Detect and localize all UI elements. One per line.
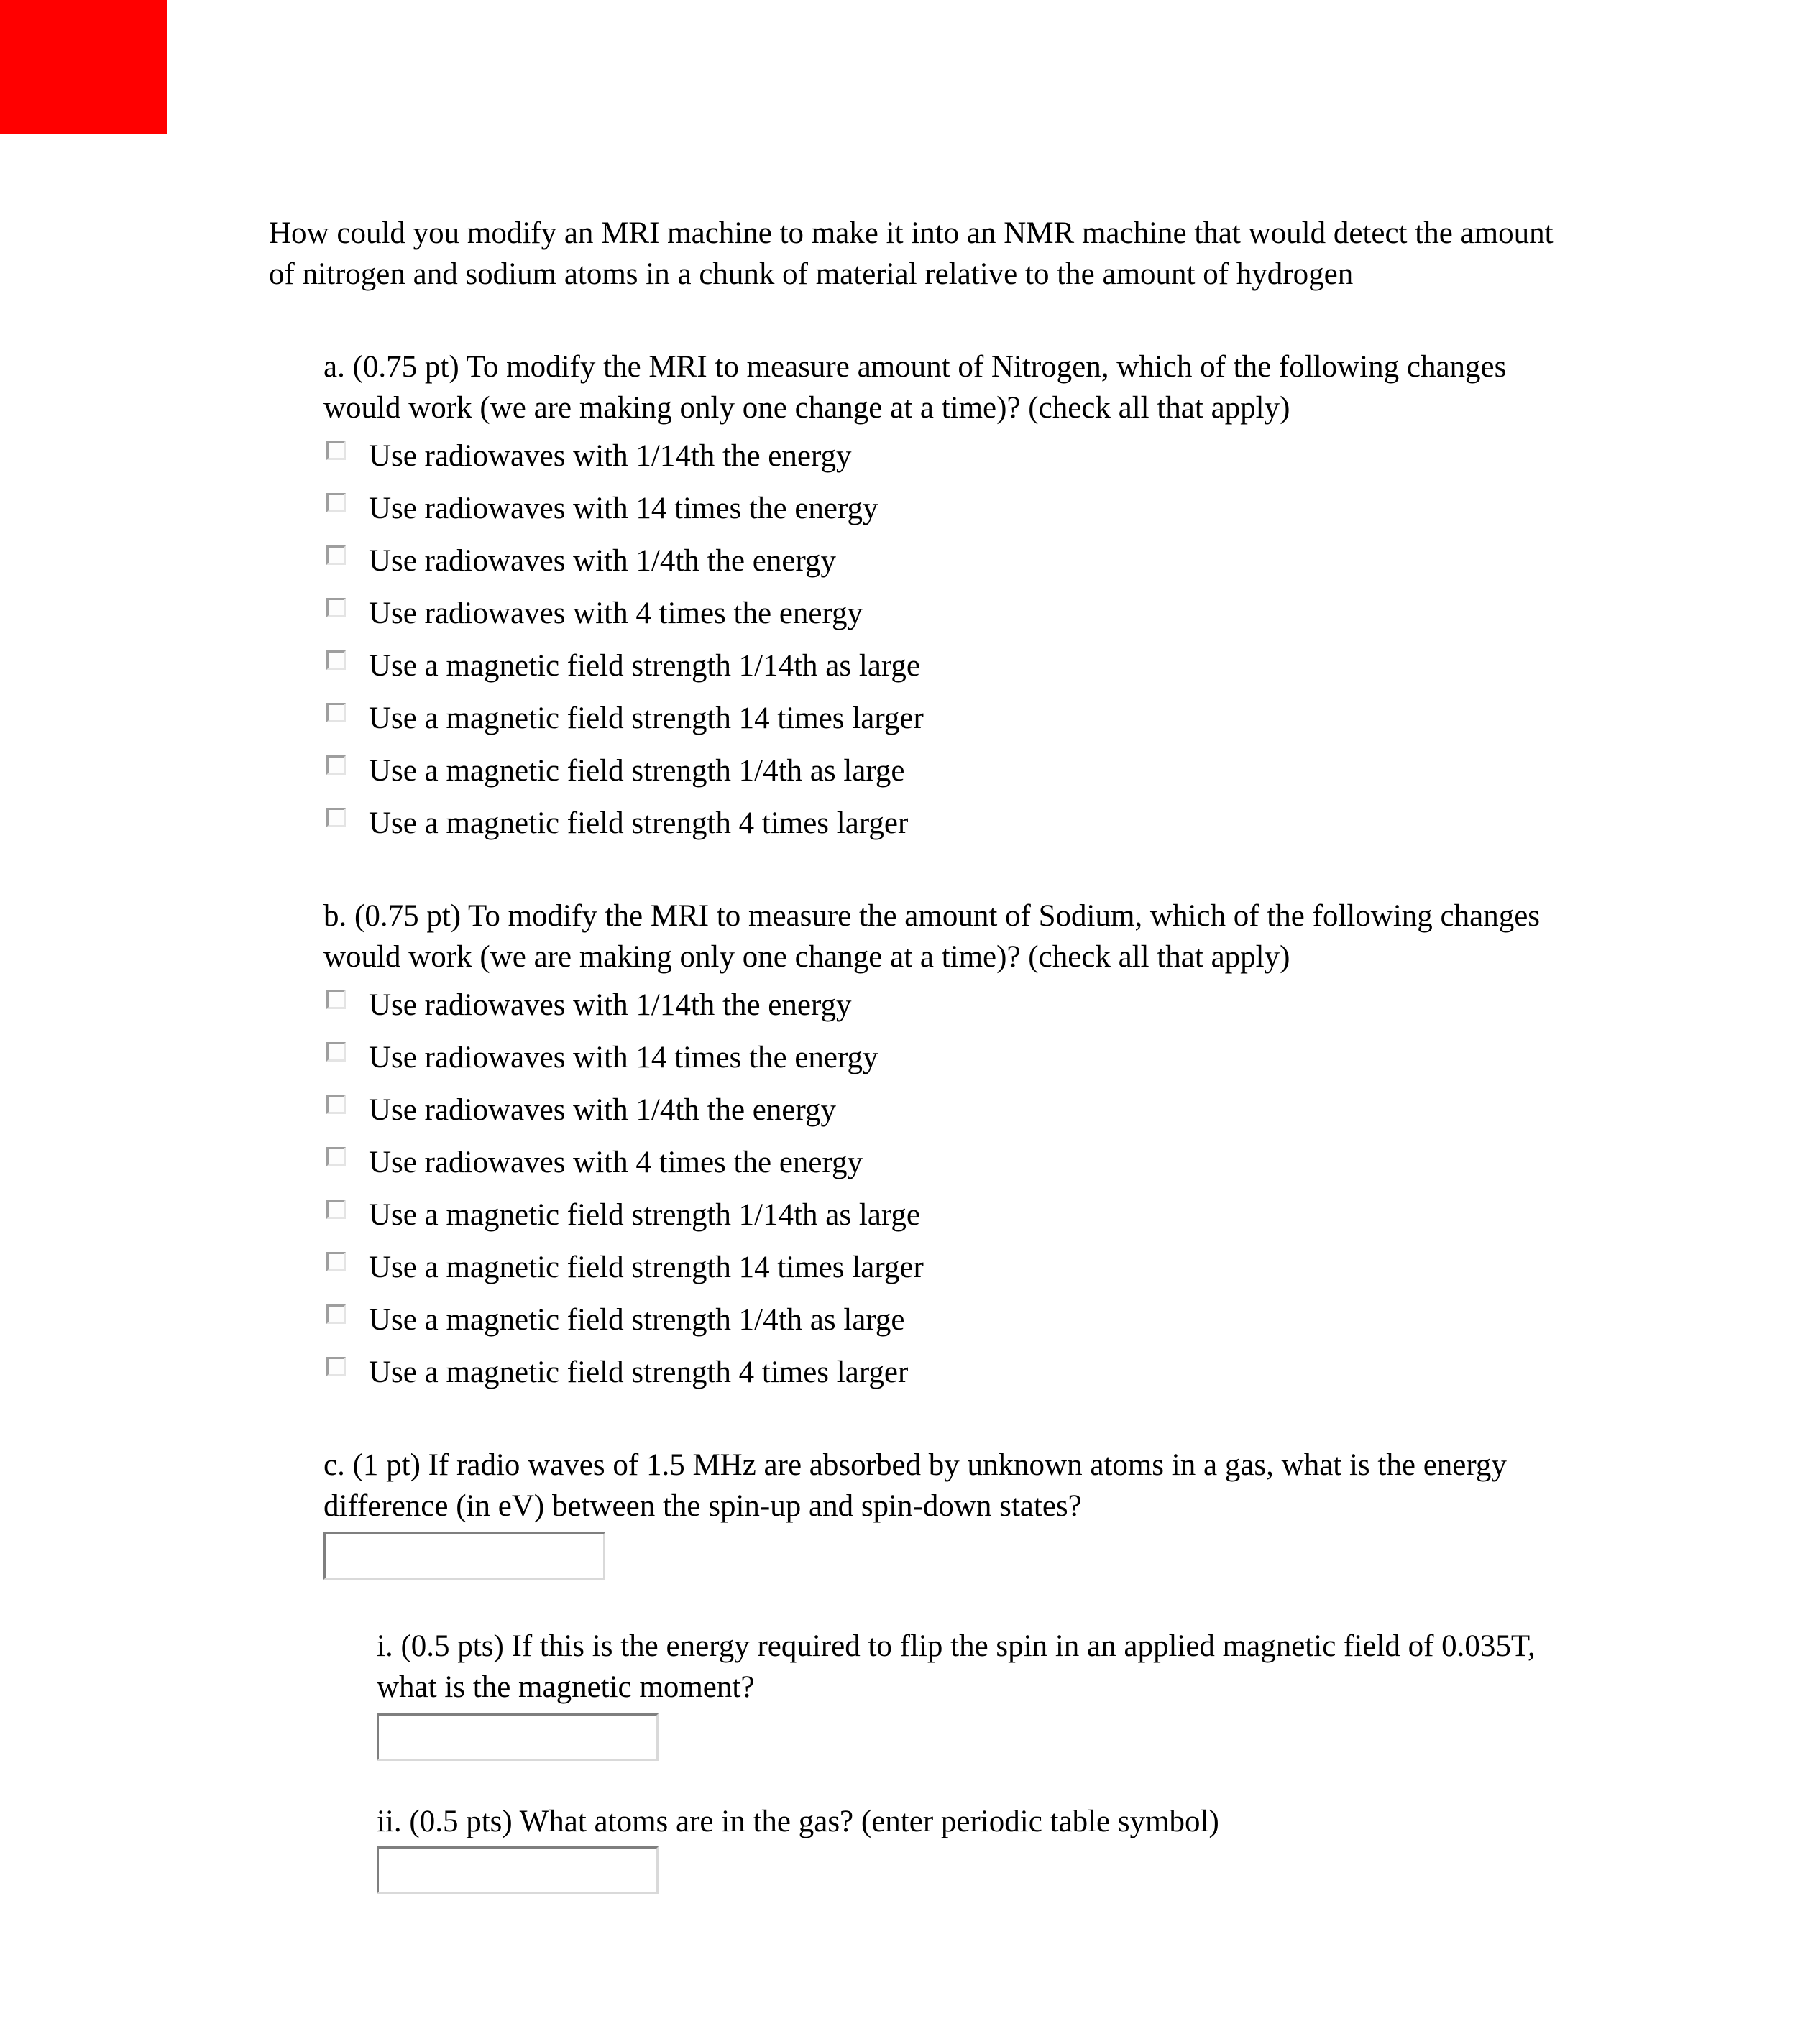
question-c-ii-prompt: ii. (0.5 pts) What atoms are in the gas? (enter periodic table symbol) bbox=[377, 1805, 1219, 1838]
checkbox[interactable] bbox=[326, 1200, 346, 1219]
option-label: Use radiowaves with 14 times the energy bbox=[369, 1041, 878, 1074]
question-c-i-prompt: i. (0.5 pts) If this is the energy required to flip the spin in an applied magnetic field of 0.035T, what is the magnetic moment? bbox=[377, 1629, 1536, 1704]
checkbox-option[interactable] bbox=[323, 1037, 1567, 1078]
checkbox-option[interactable] bbox=[323, 593, 1567, 634]
answer-input-c-i[interactable] bbox=[377, 1713, 659, 1761]
checkbox-option[interactable] bbox=[323, 1194, 1567, 1235]
red-marker bbox=[0, 0, 167, 134]
checkbox[interactable] bbox=[326, 1147, 346, 1166]
option-label: Use radiowaves with 14 times the energy bbox=[369, 492, 878, 525]
option-label: Use a magnetic field strength 1/4th as large bbox=[369, 754, 905, 788]
checkbox[interactable] bbox=[326, 650, 346, 670]
checkbox[interactable] bbox=[326, 1042, 346, 1062]
checkbox[interactable] bbox=[326, 493, 346, 512]
option-label: Use a magnetic field strength 14 times larger bbox=[369, 701, 924, 735]
question-b-prompt: b. (0.75 pt) To modify the MRI to measure the amount of Sodium, which of the following changes would work (we are making only one change at a time)? (check all that apply) bbox=[323, 899, 1541, 974]
question-b bbox=[323, 896, 1567, 1393]
checkbox-option[interactable] bbox=[323, 1352, 1567, 1393]
checkbox-option[interactable] bbox=[323, 750, 1567, 791]
answer-input-c[interactable] bbox=[323, 1532, 605, 1580]
checkbox-option[interactable] bbox=[323, 1247, 1567, 1288]
question-c-i bbox=[377, 1626, 1556, 1761]
option-label: Use radiowaves with 4 times the energy bbox=[369, 597, 863, 630]
checkbox[interactable] bbox=[326, 755, 346, 775]
checkbox[interactable] bbox=[326, 598, 346, 617]
checkbox[interactable] bbox=[326, 703, 346, 722]
checkbox-option[interactable] bbox=[323, 1299, 1567, 1340]
option-label: Use radiowaves with 1/4th the energy bbox=[369, 544, 837, 578]
checkbox[interactable] bbox=[326, 1095, 346, 1114]
checkbox-option[interactable] bbox=[323, 436, 1567, 477]
checkbox-option[interactable] bbox=[323, 540, 1567, 581]
checkbox-option[interactable] bbox=[323, 645, 1567, 686]
option-label: Use a magnetic field strength 1/14th as large bbox=[369, 1198, 921, 1232]
answer-input-c-ii[interactable] bbox=[377, 1846, 659, 1894]
option-label: Use a magnetic field strength 4 times larger bbox=[369, 806, 909, 840]
option-label: Use a magnetic field strength 1/4th as large bbox=[369, 1303, 905, 1337]
option-label: Use radiowaves with 1/14th the energy bbox=[369, 439, 852, 473]
option-label: Use a magnetic field strength 14 times larger bbox=[369, 1251, 924, 1284]
checkbox[interactable] bbox=[326, 441, 346, 460]
question-b-options bbox=[323, 985, 1567, 1393]
option-label: Use radiowaves with 1/4th the energy bbox=[369, 1093, 837, 1127]
checkbox[interactable] bbox=[326, 808, 346, 827]
checkbox-option[interactable] bbox=[323, 488, 1567, 529]
checkbox[interactable] bbox=[326, 990, 346, 1009]
checkbox-option[interactable] bbox=[323, 1090, 1567, 1131]
question-a-prompt: a. (0.75 pt) To modify the MRI to measure amount of Nitrogen, which of the following changes would work (we are making only one change at a time)? (check all that apply) bbox=[323, 350, 1507, 425]
option-label: Use a magnetic field strength 4 times larger bbox=[369, 1355, 909, 1389]
question-c bbox=[323, 1445, 1567, 1894]
question-intro: How could you modify an MRI machine to make it into an NMR machine that would detect the amount of nitrogen and sodium atoms in a chunk of material relative to the amount of hydrogen bbox=[269, 216, 1554, 291]
checkbox[interactable] bbox=[326, 1357, 346, 1376]
checkbox-option[interactable] bbox=[323, 698, 1567, 739]
checkbox[interactable] bbox=[326, 545, 346, 565]
checkbox-option[interactable] bbox=[323, 803, 1567, 844]
checkbox-option[interactable] bbox=[323, 985, 1567, 1026]
question-a bbox=[323, 346, 1567, 844]
question-c-prompt: c. (1 pt) If radio waves of 1.5 MHz are absorbed by unknown atoms in a gas, what is the energy difference (in eV) between the spin-up and spin-down states? bbox=[323, 1448, 1507, 1523]
checkbox[interactable] bbox=[326, 1252, 346, 1271]
option-label: Use radiowaves with 4 times the energy bbox=[369, 1146, 863, 1179]
question-a-options bbox=[323, 436, 1567, 844]
checkbox-option[interactable] bbox=[323, 1142, 1567, 1183]
option-label: Use a magnetic field strength 1/14th as large bbox=[369, 649, 921, 683]
checkbox[interactable] bbox=[326, 1304, 346, 1324]
option-label: Use radiowaves with 1/14th the energy bbox=[369, 988, 852, 1022]
question-c-ii bbox=[377, 1801, 1556, 1894]
